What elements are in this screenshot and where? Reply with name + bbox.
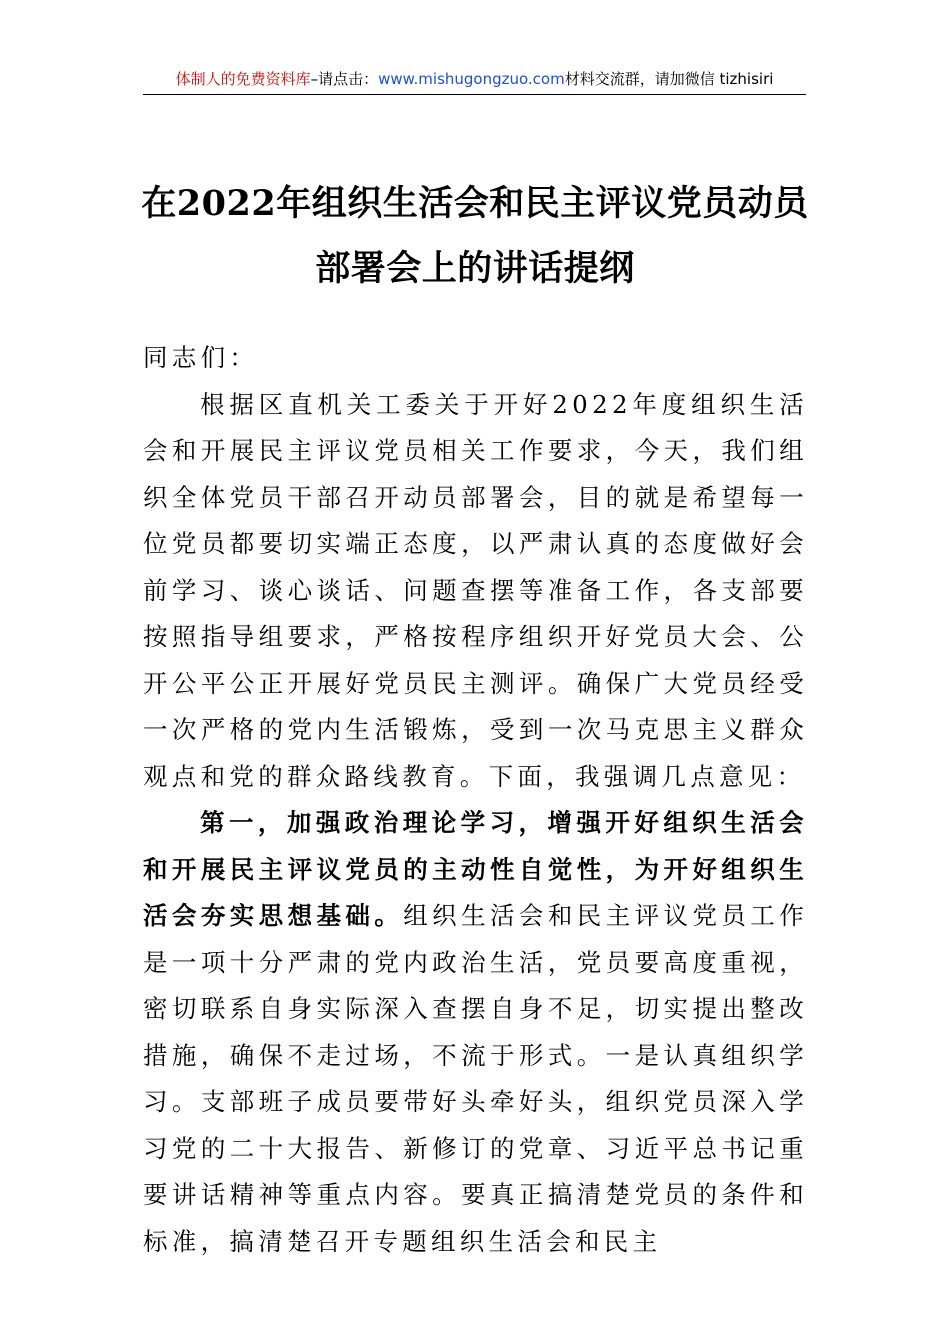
document-body <box>143 335 808 1265</box>
page-header <box>143 66 806 95</box>
first-point-body: 组织生活会和民主评议党员工作是一项十分严肃的党内政治生活，党员要高度重视，密切联系自身实际深入查摆自身不足，切实提出整改措施，确保不走过场，不流于形式。一是认真组织学习。支部班子成员要带好头牵好头，组织党员深入学习党的二十大报告、新修订的党章、习近平总书记重要讲话精神等重点内容。要真正搞清楚党员的条件和标准，搞清楚召开专题组织生活会和民主 <box>143 901 808 1256</box>
document-title-line-2: 部署会上的讲话提纲 <box>315 248 635 289</box>
paragraph-first-point <box>143 800 808 1265</box>
first-point-heading: 第一，加强政治理论学习，增强开好组织生活会和开展民主评议党员的主动性自觉性，为开好组织生活会夯实思想基础。 <box>143 808 808 930</box>
site-name: 体制人的免费资料库 <box>175 70 311 88</box>
document-title-line-1: 在2022年组织生活会和民主评议党员动员 <box>141 183 809 224</box>
site-link[interactable]: www.mishugongzuo.com <box>378 70 565 88</box>
paragraph-intro: 根据区直机关工委关于开好2022年度组织生活会和开展民主评议党员相关工作要求，今天，我们组织全体党员干部召开动员部署会，目的就是希望每一位党员都要切实端正态度，以严肃认真的态度做好会前学习、谈心谈话、问题查摆等准备工作，各支部要按照指导组要求，严格按程序组织开好党员大会、公开公平公正开展好党员民主测评。确保广大党员经受一次严格的党内生活锻炼，受到一次马克思主义群众观点和党的群众路线教育。下面，我强调几点意见： <box>143 389 808 791</box>
contact-text: 材料交流群，请加微信 tizhisiri <box>564 70 774 88</box>
click-prompt: –请点击： <box>310 70 379 88</box>
salutation: 同志们： <box>143 343 259 372</box>
